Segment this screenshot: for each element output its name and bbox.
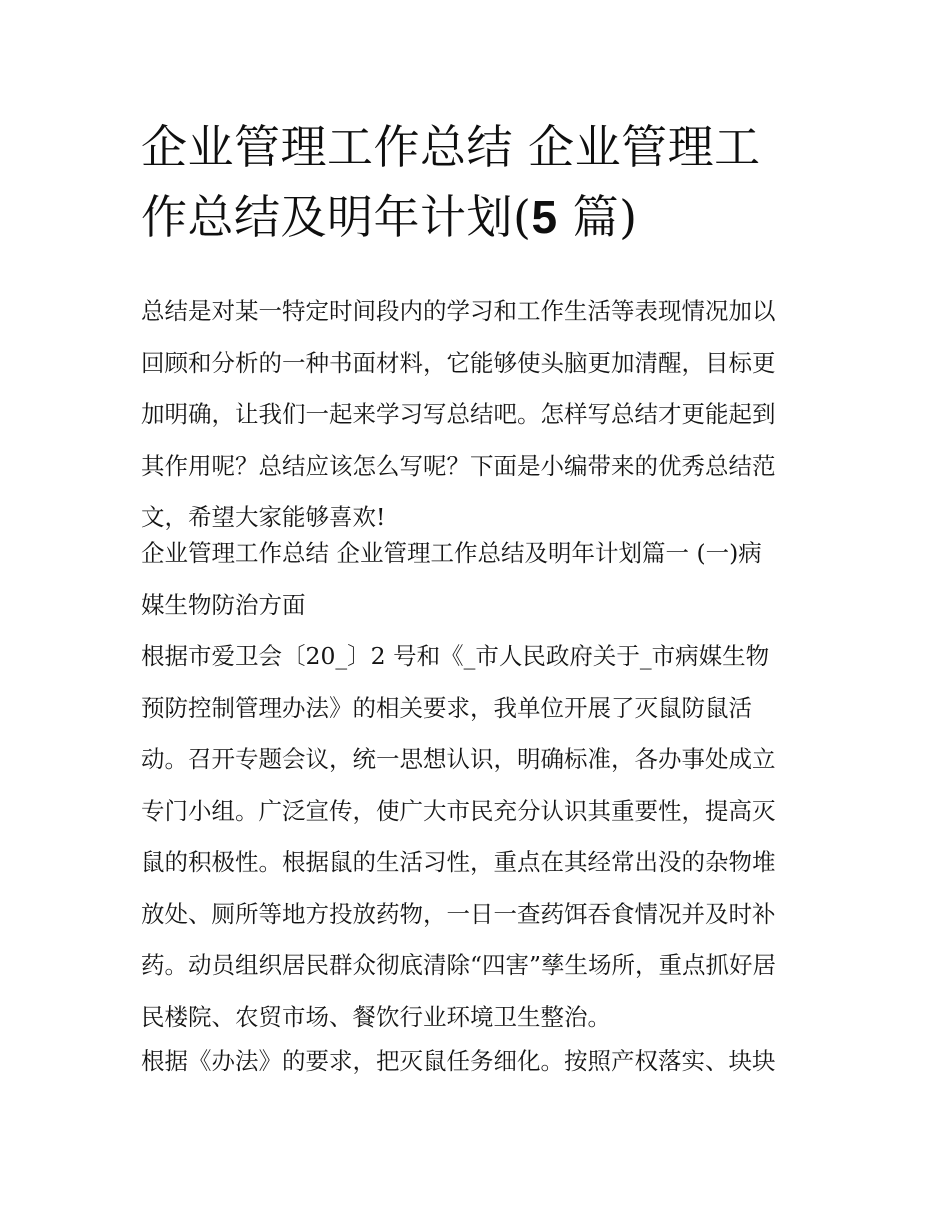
intro-line: 文，希望大家能够喜欢!: [141, 503, 386, 531]
paragraph-line: 专门小组。广泛宣传，使广大市民充分认识其重要性，提高灭: [141, 796, 776, 825]
paragraph-line: 根据市爱卫会〔20_〕2 号和《_市人民政府关于_市病媒生物: [141, 642, 770, 670]
paragraph-task-breakdown: [141, 1036, 821, 1088]
section-heading: [141, 528, 821, 631]
paragraph-line: 动。召开专题会议，统一思想认识，明确标准，各办事处成立: [141, 745, 776, 773]
paragraph-line: 鼠的积极性。根据鼠的生活习性，重点在其经常出没的杂物堆: [141, 848, 776, 876]
intro-line: 其作用呢？总结应该怎么写呢？下面是小编带来的优秀总结范: [141, 451, 776, 480]
paragraph-line: 预防控制管理办法》的相关要求，我单位开展了灭鼠防鼠活: [141, 693, 752, 722]
paragraph-line: 放处、厕所等地方投放药物，一日一查药饵吞食情况并及时补: [141, 899, 776, 928]
document-title: [141, 112, 831, 252]
paragraph-pest-control: [141, 631, 821, 1043]
paragraph-line: 根据《办法》的要求，把灭鼠任务细化。按照产权落实、块块: [141, 1047, 776, 1075]
paragraph-line: 药。动员组织居民群众彻底清除“四害”孳生场所，重点抓好居: [141, 951, 777, 979]
intro-line: 总结是对某一特定时间段内的学习和工作生活等表现情况加以: [141, 297, 776, 325]
intro-line: 回顾和分析的一种书面材料，它能够使头脑更加清醒，目标更: [141, 348, 776, 377]
title-number: 5: [531, 191, 558, 243]
title-text-part1: 企业管理工作总结 企业管理工: [141, 120, 761, 174]
title-text-part3: 篇): [557, 190, 638, 244]
intro-line: 加明确，让我们一起来学习写总结吧。怎样写总结才更能起到: [141, 400, 776, 428]
section-heading-line: 媒生物防治方面: [141, 590, 306, 619]
intro-paragraph: [141, 286, 821, 544]
section-heading-line: 企业管理工作总结 企业管理工作总结及明年计划篇一 (一)病: [141, 539, 762, 567]
paragraph-line: 民楼院、农贸市场、餐饮行业环境卫生整治。: [141, 1002, 611, 1031]
title-text-part2: 作总结及明年计划(: [141, 190, 532, 244]
